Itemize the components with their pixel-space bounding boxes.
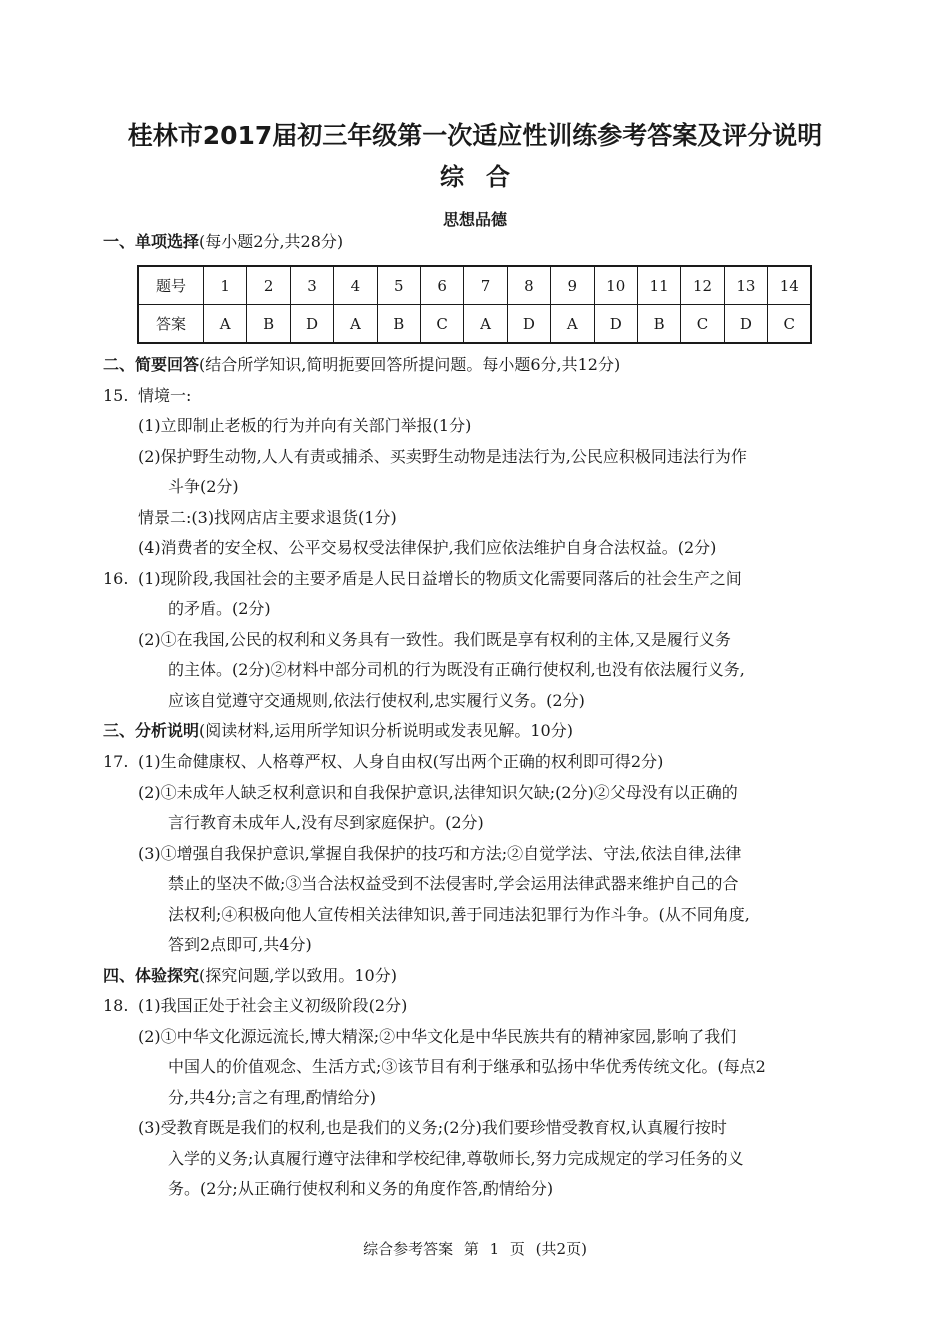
table-cell: 7	[464, 266, 507, 305]
table-cell: B	[247, 305, 290, 344]
table-cell: C	[768, 305, 812, 344]
q15-line	[103, 386, 191, 406]
table-cell: 5	[377, 266, 420, 305]
answer-text: 情景二:(3)找网店店主要求退货(1分)	[138, 508, 397, 527]
answer-text: 分,共4分;言之有理,酌情给分)	[168, 1088, 376, 1107]
table-cell: 9	[551, 266, 594, 305]
table-cell: 2	[247, 266, 290, 305]
answer-text: 入学的义务;认真履行遵守法律和学校纪律,尊敬师长,努力完成规定的学习任务的义	[168, 1149, 744, 1168]
table-cell: C	[420, 305, 463, 344]
answer-text: (2)保护野生动物,人人有责或捕杀、买卖野生动物是违法行为,公民应积极同违法行为作	[138, 447, 747, 466]
table-cell: 11	[637, 266, 680, 305]
answer-text: (1)立即制止老板的行为并向有关部门举报(1分)	[138, 416, 472, 435]
table-cell: A	[334, 305, 377, 344]
answer-text: 禁止的坚决不做;③当合法权益受到不法侵害时,学会运用法律武器来维护自己的合	[168, 874, 739, 893]
table-cell: 14	[768, 266, 812, 305]
row-label: 答案	[138, 305, 204, 344]
answer-text: 的矛盾。(2分)	[168, 599, 271, 618]
table-cell: 3	[290, 266, 333, 305]
table-cell: A	[464, 305, 507, 344]
table-row-numbers	[138, 266, 811, 305]
answer-text: 法权利;④积极向他人宣传相关法律知识,善于同违法犯罪行为作斗争。(从不同角度,	[168, 905, 750, 924]
table-cell: 4	[334, 266, 377, 305]
answer-text: (1)现阶段,我国社会的主要矛盾是人民日益增长的物质文化需要同落后的社会生产之间	[138, 569, 742, 588]
table-cell: 12	[681, 266, 724, 305]
answer-text: (2)①中华文化源远流长,博大精深;②中华文化是中华民族共有的精神家园,影响了我们	[138, 1027, 737, 1046]
table-cell: D	[594, 305, 637, 344]
document-title: 桂林市2017届初三年级第一次适应性训练参考答案及评分说明	[127, 121, 823, 150]
answer-text: 的主体。(2分)②材料中部分司机的行为既没有正确行使权利,也没有依法履行义务,	[168, 660, 745, 679]
question-number: 18.	[103, 996, 129, 1015]
answer-text: (3)受教育既是我们的权利,也是我们的义务;(2分)我们要珍惜受教育权,认真履行按时	[138, 1118, 727, 1137]
table-cell: D	[507, 305, 550, 344]
table-cell: D	[290, 305, 333, 344]
answer-text: 务。(2分;从正确行使权利和义务的角度作答,酌情给分)	[168, 1179, 554, 1198]
table-cell: D	[724, 305, 767, 344]
question-number: 15.	[103, 386, 129, 405]
table-cell: C	[681, 305, 724, 344]
table-cell: 8	[507, 266, 550, 305]
question-number: 17.	[103, 752, 129, 771]
section1-heading	[103, 232, 343, 252]
answer-text: (2)①未成年人缺乏权利意识和自我保护意识,法律知识欠缺;(2分)②父母没有以正确的	[138, 783, 738, 802]
section2-heading	[103, 355, 620, 375]
row-label: 题号	[138, 266, 204, 305]
q16-line	[103, 569, 742, 589]
section-note: (阅读材料,运用所学知识分析说明或发表见解。10分)	[199, 721, 573, 740]
answer-text: (2)①在我国,公民的权利和义务具有一致性。我们既是享有权利的主体,又是履行义务	[138, 630, 731, 649]
document-subtitle: 综合	[440, 163, 532, 191]
section-title: 二、简要回答	[103, 355, 200, 374]
table-cell: 10	[594, 266, 637, 305]
table-row-answers	[138, 305, 811, 344]
table-cell: 6	[420, 266, 463, 305]
table-cell: A	[551, 305, 594, 344]
section-title: 一、单项选择	[103, 232, 200, 251]
answer-text: (3)①增强自我保护意识,掌握自我保护的技巧和方法;②自觉学法、守法,依法自律,法律	[138, 844, 742, 863]
section-title: 三、分析说明	[103, 721, 200, 740]
answer-text: 应该自觉遵守交通规则,依法行使权利,忠实履行义务。(2分)	[168, 691, 585, 710]
answer-table	[137, 265, 812, 344]
answer-text: 答到2点即可,共4分)	[168, 935, 312, 954]
subject-heading: 思想品德	[442, 210, 507, 229]
page-footer: 综合参考答案 第 1 页 (共2页)	[363, 1240, 587, 1258]
section4-heading	[103, 966, 397, 986]
answer-text: 言行教育未成年人,没有尽到家庭保护。(2分)	[168, 813, 484, 832]
answer-text: (4)消费者的安全权、公平交易权受法律保护,我们应依法维护自身合法权益。(2分)	[138, 538, 717, 557]
answer-text: 情境一:	[138, 386, 192, 405]
section-note: (探究问题,学以致用。10分)	[199, 966, 397, 985]
q18-line	[103, 996, 407, 1016]
section3-heading	[103, 721, 573, 741]
section-title: 四、体验探究	[103, 966, 200, 985]
table-cell: B	[637, 305, 680, 344]
answer-text: (1)我国正处于社会主义初级阶段(2分)	[138, 996, 408, 1015]
table-cell: B	[377, 305, 420, 344]
table-cell: 1	[204, 266, 247, 305]
section-note: (结合所学知识,简明扼要回答所提问题。每小题6分,共12分)	[199, 355, 621, 374]
table-cell: A	[204, 305, 247, 344]
answer-text: 斗争(2分)	[168, 477, 239, 496]
section-note: (每小题2分,共28分)	[199, 232, 344, 251]
q17-line	[103, 752, 663, 772]
answer-text: (1)生命健康权、人格尊严权、人身自由权(写出两个正确的权利即可得2分)	[138, 752, 664, 771]
answer-text: 中国人的价值观念、生活方式;③该节目有利于继承和弘扬中华优秀传统文化。(每点2	[168, 1057, 766, 1076]
question-number: 16.	[103, 569, 129, 588]
table-cell: 13	[724, 266, 767, 305]
